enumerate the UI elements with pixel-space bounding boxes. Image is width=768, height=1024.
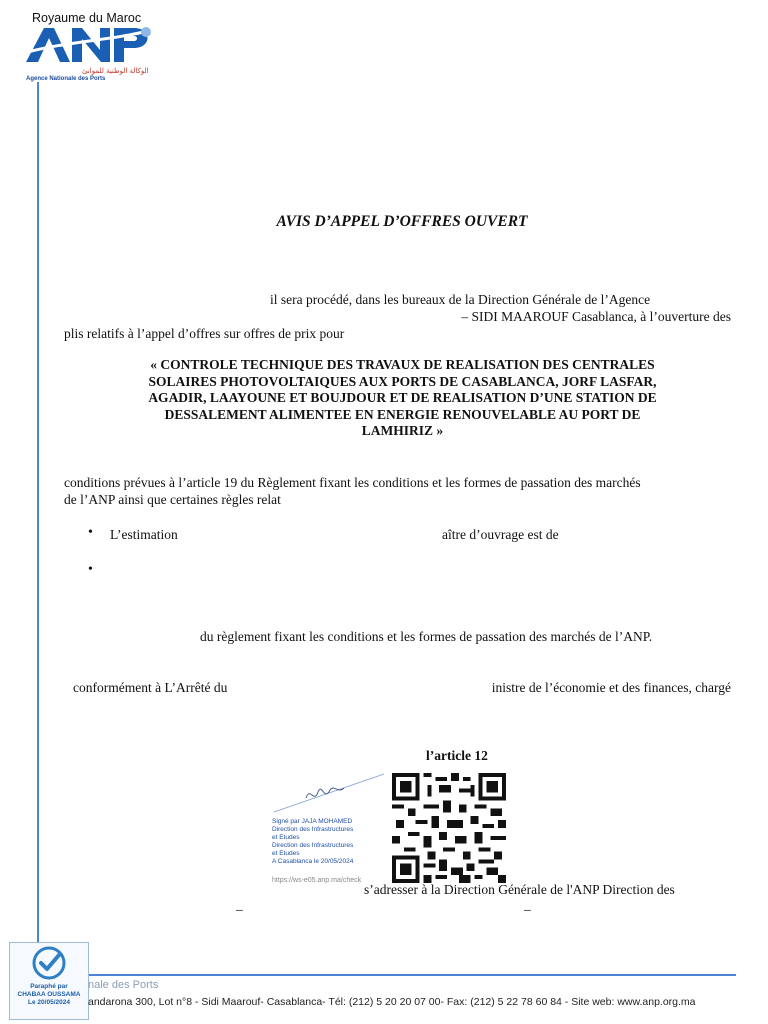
- subject-line: DESSALEMENT ALIMENTEE EN ENERGIE RENOUVELABLE AU PORT DE: [164, 406, 641, 422]
- stamp-line: Paraphé par: [30, 983, 68, 990]
- paragraph-1-line-1: il sera procédé, dans les bureaux de la Direction Générale de l’Agence: [270, 292, 651, 307]
- footer-agency-name: nale des Ports: [88, 979, 159, 991]
- stamp-text: [10, 983, 88, 1007]
- paragraph-5: s’adresser à la Direction Générale de l'ANP Direction des: [364, 882, 675, 897]
- paragraph-4-right: inistre de l’économie et des finances, chargé: [491, 680, 731, 695]
- logo-french-text: Agence Nationale des Ports: [26, 76, 106, 82]
- signature-line: et Etudes: [272, 850, 300, 857]
- margin-rule-vertical: [37, 82, 39, 942]
- footer-address: andarona 300, Lot n°8 - Sidi Maarouf- Casablanca- Tél: (212) 5 20 20 07 00- Fax: (212) 5 22 78 60 84 - Site web: www.anp.org.ma: [88, 996, 696, 1008]
- paragraph-1-line-2: – SIDI MAAROUF Casablanca, à l’ouverture des: [461, 309, 731, 324]
- stamp-line: Le 20/05/2024: [28, 999, 70, 1006]
- article-reference: l’article 12: [426, 748, 488, 763]
- initials-stamp: [9, 942, 89, 1020]
- bullet-dot: •: [88, 525, 93, 540]
- bullet-dot: •: [88, 562, 93, 577]
- bullet-1-left: L’estimation: [110, 527, 178, 542]
- paragraph-1-line-3: plis relatifs à l’appel d’offres sur offres de prix pour: [64, 326, 345, 341]
- logo-arabic-text: الوكالة الوطنية للموانئ: [82, 67, 149, 75]
- subject-line: AGADIR, LAAYOUNE ET BOUJDOUR ET DE REALISATION D’UNE STATION DE: [148, 390, 657, 405]
- subject-line: SOLAIRES PHOTOVOLTAIQUES AUX PORTS DE CASABLANCA, JORF LASFAR,: [148, 373, 657, 389]
- stamp-line: CHABAA OUSSAMA: [17, 991, 81, 998]
- signature-scribble: [272, 772, 388, 816]
- signature-block: [272, 818, 353, 866]
- paragraph-2-line-1: conditions prévues à l’article 19 du Règlement fixant les conditions et les formes de passation des marchés: [64, 475, 641, 490]
- signature-line: Signé par JAJA MOHAMED: [272, 818, 353, 825]
- anp-logo: [24, 24, 154, 64]
- signature-line: Direction des Infrastructures: [272, 826, 354, 833]
- qr-code[interactable]: [391, 773, 507, 883]
- kingdom-label: Royaume du Maroc: [32, 11, 142, 25]
- signature-line: A Casablanca le 20/05/2024: [272, 858, 354, 865]
- signature-line: et Etudes: [272, 834, 300, 841]
- footer-rule: [88, 974, 736, 976]
- check-badge-icon: [30, 945, 68, 981]
- subject-line: « CONTROLE TECHNIQUE DES TRAVAUX DE REALISATION DES CENTRALES: [150, 357, 655, 372]
- subject-line: LAMHIRIZ »: [361, 423, 444, 438]
- paragraph-2-line-2: de l’ANP ainsi que certaines règles relat: [64, 492, 281, 507]
- signature-check-url[interactable]: https://ws-e05.anp.ma/check: [272, 877, 362, 884]
- paragraph-4-left: conformément à L’Arrêté du: [73, 680, 228, 695]
- dash-left: _: [236, 897, 243, 912]
- document-title: AVIS D’APPEL D’OFFRES OUVERT: [276, 213, 528, 230]
- dash-right: _: [524, 897, 531, 912]
- tender-subject: [100, 357, 705, 440]
- bullet-1-right: aître d’ouvrage est de: [442, 527, 559, 542]
- paragraph-3: du règlement fixant les conditions et les formes de passation des marchés de l’ANP.: [200, 629, 653, 644]
- signature-line: Direction des Infrastructures: [272, 842, 354, 849]
